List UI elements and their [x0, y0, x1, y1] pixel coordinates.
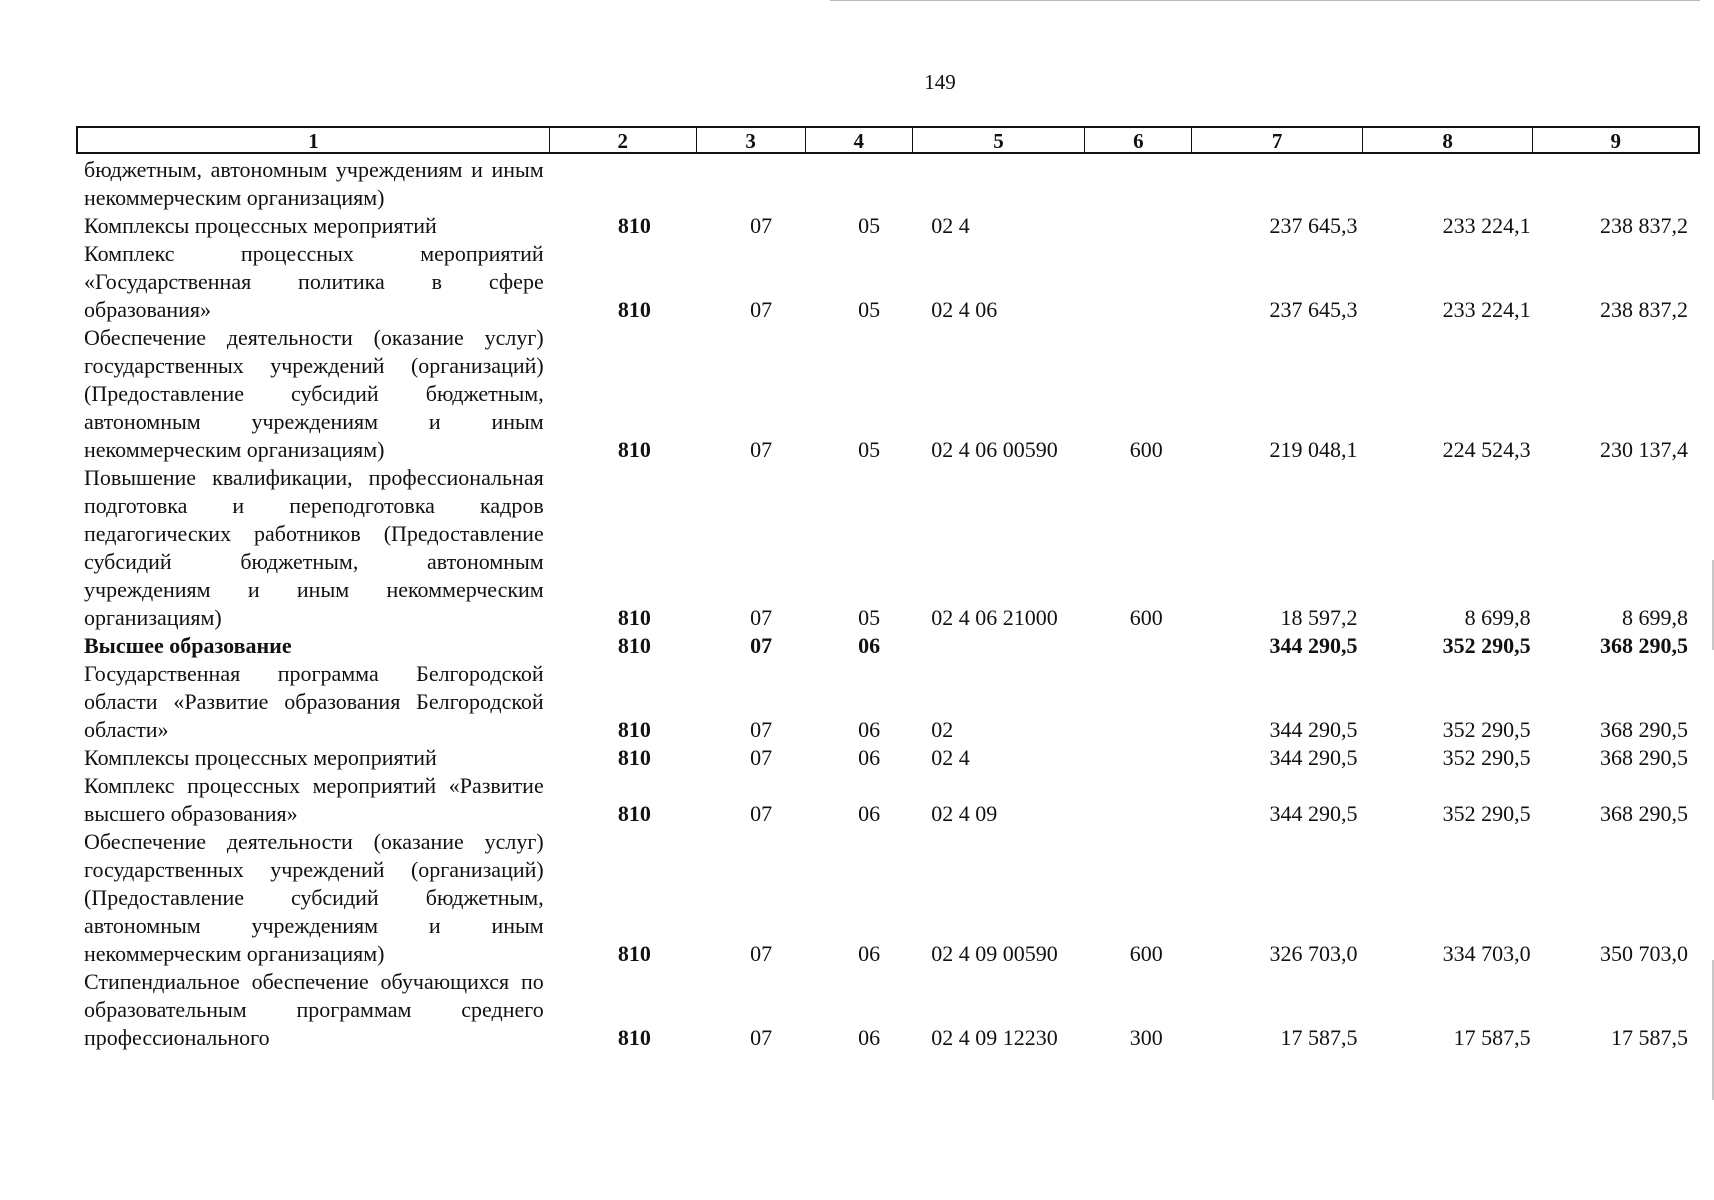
- row-name: Комплексы процессных мероприятий: [84, 745, 437, 770]
- amount-2027: 17 587,5: [1610, 1025, 1688, 1050]
- header-cell-5: 5: [913, 128, 1086, 152]
- code-pr: 06: [858, 801, 881, 826]
- table-row: [76, 744, 1700, 772]
- amount-2027: 350 703,0: [1599, 941, 1688, 966]
- header-cell-2: 2: [550, 128, 697, 152]
- code-pr: 05: [858, 213, 881, 238]
- row-name: бюджетным, автономным учреждениям и иным некоммерческим организациям): [84, 157, 544, 210]
- code-csr: 02 4 06: [931, 297, 998, 322]
- amount-2027: 8 699,8: [1621, 605, 1688, 630]
- code-vr: 600: [1129, 437, 1163, 462]
- code-pr: 06: [858, 1025, 881, 1050]
- amount-2025: 237 645,3: [1269, 297, 1358, 322]
- code-csr: 02 4: [931, 213, 970, 238]
- code-csr: 02 4 09 12230: [931, 1025, 1058, 1050]
- amount-2027: 238 837,2: [1599, 297, 1688, 322]
- code-pr: 05: [858, 605, 881, 630]
- table-row: [76, 464, 1700, 632]
- row-name: Обеспечение деятельности (оказание услуг) государственных учреждений (организаций) (Предоставление субсидий бюджетным, автономным учреждениям и иным некоммерческим организациям): [84, 325, 544, 462]
- code-gr: 810: [617, 717, 651, 742]
- amount-2026: 17 587,5: [1453, 1025, 1531, 1050]
- amount-2026: 233 224,1: [1442, 297, 1531, 322]
- amount-2027: 368 290,5: [1599, 745, 1688, 770]
- table-row: [76, 212, 1700, 240]
- amount-2025: 18 597,2: [1280, 605, 1358, 630]
- page-number: 149: [924, 70, 956, 94]
- code-vr: 300: [1129, 1025, 1163, 1050]
- code-csr: 02 4 09 00590: [931, 941, 1058, 966]
- amount-2027: 368 290,5: [1599, 801, 1688, 826]
- code-pr: 06: [858, 633, 881, 658]
- code-rz: 07: [750, 1025, 773, 1050]
- table-row: [76, 660, 1700, 744]
- amount-2025: 17 587,5: [1280, 1025, 1358, 1050]
- table-row: [76, 632, 1700, 660]
- code-csr: 02 4 09: [931, 801, 998, 826]
- code-rz: 07: [750, 633, 773, 658]
- code-rz: 07: [750, 801, 773, 826]
- code-rz: 07: [750, 941, 773, 966]
- code-csr: 02 4 06 00590: [931, 437, 1058, 462]
- row-name: Комплексы процессных мероприятий: [84, 213, 437, 238]
- amount-2025: 326 703,0: [1269, 941, 1358, 966]
- amount-2025: 344 290,5: [1269, 745, 1358, 770]
- amount-2025: 344 290,5: [1269, 801, 1358, 826]
- amount-2026: 233 224,1: [1442, 213, 1531, 238]
- code-rz: 07: [750, 605, 773, 630]
- table-row: [76, 968, 1700, 1052]
- code-gr: 810: [617, 437, 651, 462]
- code-rz: 07: [750, 297, 773, 322]
- code-pr: 05: [858, 437, 881, 462]
- amount-2026: 352 290,5: [1442, 801, 1531, 826]
- code-csr: 02 4 06 21000: [931, 605, 1058, 630]
- code-vr: 600: [1129, 941, 1163, 966]
- amount-2025: 237 645,3: [1269, 213, 1358, 238]
- amount-2026: 352 290,5: [1442, 745, 1531, 770]
- amount-2027: 368 290,5: [1599, 717, 1688, 742]
- amount-2027: 238 837,2: [1599, 213, 1688, 238]
- row-name: Стипендиальное обеспечение обучающихся по образовательным программам среднего профессионального: [84, 969, 544, 1050]
- code-gr: 810: [617, 213, 651, 238]
- table-header: [76, 126, 1700, 154]
- header-cell-8: 8: [1363, 128, 1534, 152]
- header-cell-9: 9: [1610, 129, 1621, 153]
- code-pr: 06: [858, 941, 881, 966]
- code-gr: 810: [617, 633, 651, 658]
- amount-2026: 352 290,5: [1442, 633, 1531, 658]
- header-cell-4: 4: [806, 128, 913, 152]
- amount-2025: 344 290,5: [1269, 717, 1358, 742]
- row-name: Высшее образование: [84, 633, 292, 658]
- budget-table-body: [76, 156, 1700, 1052]
- table-row: [76, 772, 1700, 828]
- code-gr: 810: [617, 745, 651, 770]
- row-name: Комплекс процессных мероприятий «Развитие высшего образования»: [84, 773, 544, 826]
- header-cell-1: 1: [78, 128, 550, 152]
- code-csr: 02: [931, 717, 954, 742]
- row-name: Государственная программа Белгородской области «Развитие образования Белгородской области»: [84, 661, 544, 742]
- code-rz: 07: [750, 745, 773, 770]
- header-cell-6: 6: [1085, 128, 1192, 152]
- table-row: [76, 324, 1700, 464]
- code-csr: 02 4: [931, 745, 970, 770]
- table-row: [76, 240, 1700, 324]
- amount-2026: 224 524,3: [1442, 437, 1531, 462]
- code-gr: 810: [617, 801, 651, 826]
- row-name: Обеспечение деятельности (оказание услуг) государственных учреждений (организаций) (Предоставление субсидий бюджетным, автономным учреждениям и иным некоммерческим организациям): [84, 829, 544, 966]
- code-rz: 07: [750, 437, 773, 462]
- code-gr: 810: [617, 1025, 651, 1050]
- code-gr: 810: [617, 941, 651, 966]
- code-pr: 06: [858, 717, 881, 742]
- code-vr: 600: [1129, 605, 1163, 630]
- code-rz: 07: [750, 717, 773, 742]
- code-rz: 07: [750, 213, 773, 238]
- row-name: Повышение квалификации, профессиональная подготовка и переподготовка кадров педагогических работников (Предоставление субсидий бюджетным, автономным учреждениям и иным некоммерческим организациям): [84, 465, 544, 630]
- header-cell-7: 7: [1192, 128, 1363, 152]
- amount-2026: 8 699,8: [1464, 605, 1531, 630]
- row-name: Комплекс процессных мероприятий «Государственная политика в сфере образования»: [84, 241, 544, 322]
- table-row: [76, 828, 1700, 968]
- amount-2027: 230 137,4: [1599, 437, 1688, 462]
- code-gr: 810: [617, 605, 651, 630]
- table-row: [76, 156, 1700, 212]
- scan-top-edge-line: [830, 0, 1700, 1]
- amount-2025: 344 290,5: [1269, 633, 1358, 658]
- code-pr: 05: [858, 297, 881, 322]
- code-gr: 810: [617, 297, 651, 322]
- amount-2027: 368 290,5: [1599, 633, 1688, 658]
- amount-2025: 219 048,1: [1269, 437, 1358, 462]
- header-cell-3: 3: [697, 128, 806, 152]
- amount-2026: 352 290,5: [1442, 717, 1531, 742]
- code-pr: 06: [858, 745, 881, 770]
- amount-2026: 334 703,0: [1442, 941, 1531, 966]
